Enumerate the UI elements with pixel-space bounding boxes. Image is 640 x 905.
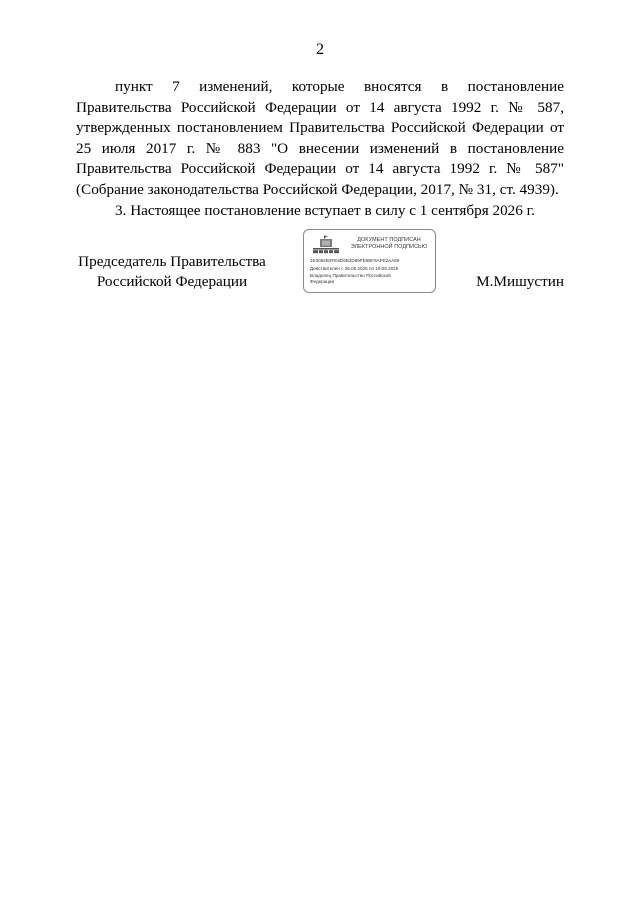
stamp-title-line2: ЭЛЕКТРОННОЙ ПОДПИСЬЮ xyxy=(350,244,428,250)
signatory-position-line1: Председатель Правительства xyxy=(78,253,266,270)
signatory-position xyxy=(76,252,268,292)
stamp-owner: Владелец Правительство Российской Федерации xyxy=(310,273,391,284)
coat-of-arms-icon xyxy=(311,235,341,254)
page-number: 2 xyxy=(316,41,324,58)
stamp-certificate-number: 1E0062B3FE6D6B2D89FE6BF6AFE2AA69 xyxy=(310,258,400,263)
signatory-name: М.Мишустин xyxy=(476,273,564,290)
stamp-title xyxy=(344,237,434,251)
document-body xyxy=(76,77,564,221)
stamp-validity: Действителен с 26.06.2025 по 19.09.2026 xyxy=(310,266,399,271)
paragraph-item-7: пункт 7 изменений, которые вносятся в постановление Правительства Российской Федерации от 14 августа 1992 г. № 587, утвержденных постановлением Правительства Российской Федерации от 25 июля 2017 г. № 883 "О внесении изменений в постановление Правительства Российской Федерации от 14 августа 1992 г. № 587" (Собрание законодательства Российской Федерации, 2017, № 31, ст. 4939). xyxy=(76,78,564,198)
paragraph-effective-date: 3. Настоящее постановление вступает в силу с 1 сентября 2026 г. xyxy=(115,201,535,219)
stamp-title-line1: ДОКУМЕНТ ПОДПИСАН xyxy=(357,237,421,243)
e-signature-stamp xyxy=(303,229,436,293)
signatory-position-line2: Российской Федерации xyxy=(96,273,248,290)
